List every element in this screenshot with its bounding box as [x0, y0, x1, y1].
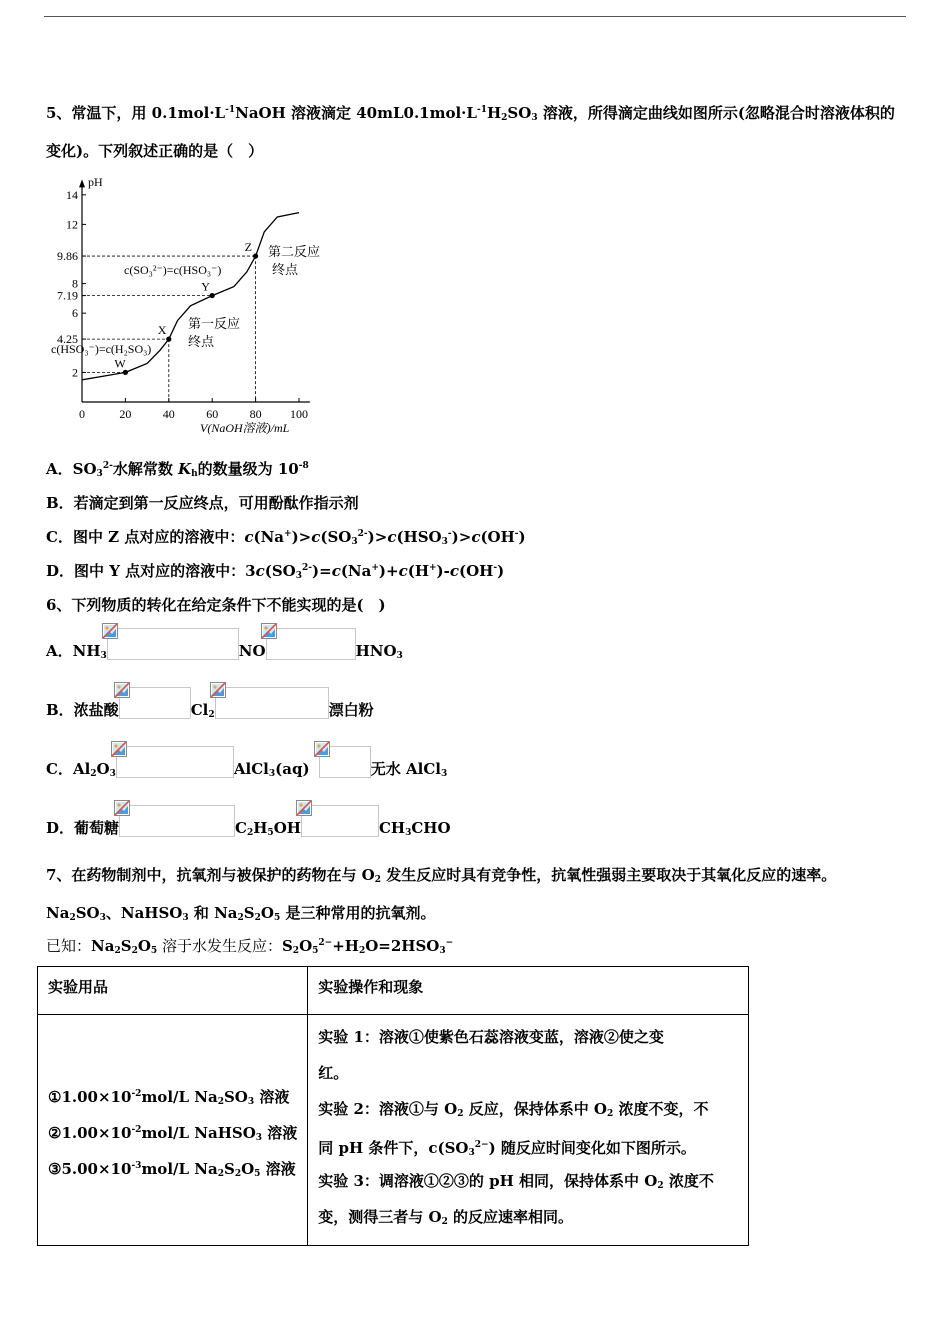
reaction-arrow-image [116, 746, 234, 778]
x-tick-label: 100 [290, 407, 308, 421]
broken-image-icon [111, 741, 127, 757]
q5-option-a: A．$SO_3^{2-}$水解常数 $K_h$的数量级为 $10^{-8}$ [46, 460, 309, 479]
point-label-x: X [157, 323, 167, 338]
x-tick-label: 20 [119, 407, 132, 421]
y-axis-label: pH [88, 175, 103, 189]
x-tick-label: 60 [206, 407, 219, 421]
y-tick-label: 8 [72, 276, 78, 291]
point-z [253, 253, 258, 258]
reaction-arrow-image [319, 746, 371, 778]
point-x [166, 337, 171, 342]
q7-known: 已知：$Na_2S_2O_5$ 溶于水发生反应：$S_2O_5^{2-}+H_2O=2HSO_3^-$ [46, 937, 454, 956]
point-label-w: W [114, 356, 126, 371]
materials-cell [38, 1015, 308, 1246]
titration-chart [46, 174, 346, 444]
annotation-second-end-2: 终点 [272, 262, 299, 277]
point-label-y: Y [201, 279, 210, 294]
q7-stem-line2: $Na_2SO_3$、NaHSO$_3$ 和 $Na_2S_2O_5$ 是三种常用的抗氧剂。 [46, 904, 436, 923]
y-axis-arrow [79, 179, 85, 187]
reaction-arrow-image [119, 805, 235, 837]
broken-image-icon [114, 682, 130, 698]
header-operations: 实验操作和现象 [308, 967, 749, 1015]
broken-image-icon [114, 800, 130, 816]
q5-option-d: D．图中 Y 点对应的溶液中：$3c(SO_3^{2-})=c(Na^+)+c(H^+)-c(OH^-)$ [46, 562, 505, 581]
y-tick-label: 12 [66, 217, 78, 232]
header-rule [44, 16, 906, 17]
reaction-arrow-image [266, 628, 356, 660]
annotation-first-end-1: 第一反应 [188, 316, 241, 331]
material-item: $②1.00\times 10^{-2}mol/L$ NaHSO$_3$ 溶液 [48, 1124, 298, 1143]
reaction-arrow-image [119, 687, 191, 719]
q6-option-b: B．浓盐酸 $Cl_2$ 漂白粉 [46, 687, 374, 720]
point-w [123, 370, 128, 375]
operation-line: 实验 3：调溶液①②③的 pH 相同，保持体系中 $O_2$ 浓度不 [318, 1172, 714, 1191]
reaction-arrow-image [107, 628, 239, 660]
reaction-arrow-image [301, 805, 379, 837]
material-item: $①1.00\times 10^{-2}mol/L$ $Na_2SO_3$ 溶液 [48, 1088, 290, 1107]
broken-image-icon [296, 800, 312, 816]
q6-option-d: D．葡萄糖 $C_2H_5OH$ $CH_3CHO$ [46, 805, 451, 838]
y-tick-label: 6 [72, 306, 78, 321]
header-materials: 实验用品 [38, 967, 308, 1015]
q5-stem-line2: 变化)。下列叙述正确的是（ ） [46, 142, 264, 160]
y-tick-label: 2 [72, 365, 78, 380]
x-axis-label: V(NaOH溶液)/mL [200, 421, 290, 435]
x-tick-label: 80 [249, 407, 262, 421]
y-tick-label: 9.86 [57, 249, 78, 264]
operation-line: 变，测得三者与 $O_2$ 的反应速率相同。 [318, 1208, 574, 1227]
operation-line: 实验 2：溶液①与 $O_2$ 反应，保持体系中 $O_2$ 浓度不变，不 [318, 1100, 709, 1119]
operation-line: 同 pH 条件下，$c(SO_3^{2-})$ 随反应时间变化如下图所示。 [318, 1139, 696, 1158]
q6-stem: 6、下列物质的转化在给定条件下不能实现的是( ) [46, 596, 386, 614]
reaction-arrow-image [215, 687, 329, 719]
broken-image-icon [210, 682, 226, 698]
table-row [38, 1015, 749, 1246]
annotation-second-end-1: 第二反应 [268, 244, 321, 259]
y-tick-label: 4.25 [57, 332, 78, 347]
point-y [210, 293, 215, 298]
q6-option-c: C．$Al_2O_3$ AlCl$_3$(aq) 无水 AlCl$_3$ [46, 746, 447, 779]
y-tick-label: 7.19 [57, 288, 78, 303]
operations-cell [308, 1015, 749, 1246]
x-tick-label: 0 [79, 407, 85, 421]
operation-line: 红。 [318, 1064, 349, 1082]
material-item: $③5.00\times 10^{-3}mol/L$ $Na_2S_2O_5$ 溶液 [48, 1160, 296, 1179]
operation-line: 实验 1：溶液①使紫色石蕊溶液变蓝，溶液②使之变 [318, 1028, 664, 1046]
y-tick-label: 14 [66, 187, 78, 202]
q5-stem-line1: 5、常温下，用 $0.1mol\cdot L^{-1}NaOH$ 溶液滴定 $40mL0.1mol\cdot L^{-1}H_2SO_3$ 溶液，所得滴定曲线如图所示(忽略混合时溶液体积的 [46, 104, 895, 123]
annotation-y-label: c(SO₃²⁻)=c(HSO₃⁻) [124, 263, 222, 277]
q5-option-b: B．若滴定到第一反应终点，可用酚酞作指示剂 [46, 494, 359, 512]
broken-image-icon [314, 741, 330, 757]
annotation-w-label: c(HSO₃⁻)=c(H₂SO₃) [51, 342, 152, 356]
x-tick-label: 40 [162, 407, 175, 421]
broken-image-icon [102, 623, 118, 639]
q7-stem-line1: 7、在药物制剂中，抗氧剂与被保护的药物在与 $O_2$ 发生反应时具有竞争性，抗氧性强弱主要取决于其氧化反应的速率。 [46, 866, 837, 885]
q6-option-a: A．$NH_3$ NO $HNO_3$ [46, 628, 403, 661]
experiment-table [37, 966, 749, 1246]
annotation-first-end-2: 终点 [188, 334, 215, 349]
q5-option-c: C．图中 Z 点对应的溶液中：$c(Na^+)>c(SO_3^{2-})>c(HSO_3^-)>c(OH^-)$ [46, 528, 526, 547]
table-header-row [38, 967, 749, 1015]
broken-image-icon [261, 623, 277, 639]
point-label-z: Z [244, 240, 252, 255]
